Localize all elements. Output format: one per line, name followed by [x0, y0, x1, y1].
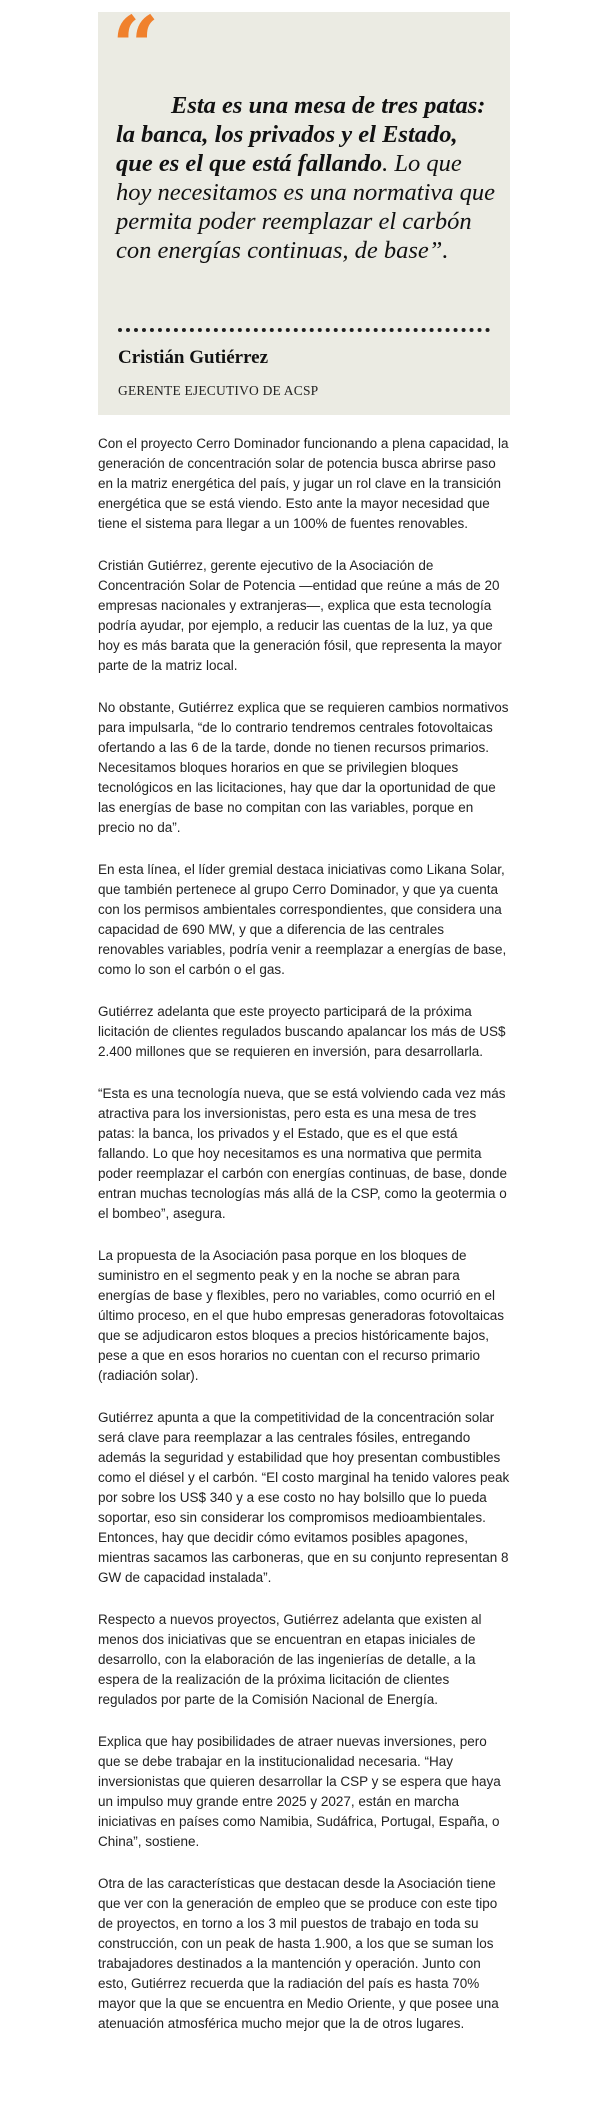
quote-mark-icon: “ [112, 0, 160, 95]
article-paragraph: Con el proyecto Cerro Dominador funcionando a plena capacidad, la generación de concentración solar de potencia busca abrirse paso en la matriz energética del país, y jugar un rol clave en la transición energética que se está viendo. Esto ante la mayor necesidad que tiene el sistema para llegar a un 100% de fuentes renovables. [98, 436, 509, 531]
article-paragraph: Explica que hay posibilidades de atraer nuevas inversiones, pero que se debe trabajar en la institucionalidad necesaria. “Hay inversionistas que quieren desarrollar la CSP y se espera que haya un impulso muy grande entre 2025 y 2027, están en marcha iniciativas en países como Namibia, Sudáfrica, Portugal, España, o China”, sostiene. [98, 1734, 501, 1849]
article-body [98, 434, 510, 2056]
quote-text-bold: Esta es una mesa de tres patas: la banca, los privados y el Estado, que es el que está fallando [116, 92, 486, 177]
quote-text-regular: . Lo que hoy necesitamos es una normativa que permita poder reemplazar el carbón con energías continuas, de base”. [116, 150, 495, 264]
article-paragraph: Otra de las características que destacan desde la Asociación tiene que ver con la generación de empleo que se produce con este tipo de proyectos, en torno a los 3 mil puestos de trabajo en toda su construcción, con un peak de hasta 1.900, a los que se suman los trabajadores destinados a la mantención y operación. Junto con esto, Gutiérrez recuerda que la radiación del país es hasta 70% mayor que la que se encuentra en Medio Oriente, y que posee una atenuación atmosférica mucho mejor que la de otros lugares. [98, 1876, 499, 2031]
article-paragraph: La propuesta de la Asociación pasa porque en los bloques de suministro en el segmento peak y en la noche se abran para energías de base y flexibles, pero no variables, como ocurrió en el último proceso, en el que hubo empresas generadoras fotovoltaicas que se adjudicaron estos bloques a precios históricamente bajos, pese a que en esos horarios no cuentan con el recurso primario (radiación solar). [98, 1248, 504, 1383]
article-paragraph: No obstante, Gutiérrez explica que se requieren cambios normativos para impulsarla, “de lo contrario tendremos centrales fotovoltaicas ofertando a las 6 de la tarde, donde no tienen recursos primarios. Necesitamos bloques horarios en que se privilegien bloques tecnológicos en las licitaciones, hay que dar la oportunidad de que las energías de base no compitan con las variables, porque en precio no da”. [98, 700, 509, 835]
quote-author-role: GERENTE EJECUTIVO DE ACSP [118, 383, 319, 398]
quote-divider [118, 328, 490, 332]
article-paragraph: Gutiérrez adelanta que este proyecto participará de la próxima licitación de clientes regulados buscando apalancar los más de US$ 2.400 millones que se requieren en inversión, para desarrollarla. [98, 1004, 506, 1059]
quote-text [116, 91, 498, 265]
article-paragraph: Respecto a nuevos proyectos, Gutiérrez adelanta que existen al menos dos iniciativas que se encuentran en etapas iniciales de desarrollo, con la elaboración de las ingenierías de detalle, a la espera de la realización de la próxima licitación de clientes regulados por parte de la Comisión Nacional de Energía. [98, 1612, 482, 1707]
pull-quote [98, 0, 510, 415]
article-paragraph: “Esta es una tecnología nueva, que se está volviendo cada vez más atractiva para los inversionistas, pero esta es una mesa de tres patas: la banca, los privados y el Estado, que es el que está fallando. Lo que hoy necesitamos es una normativa que permita poder reemplazar el carbón con energías continuas, de base, donde entran muchas tecnologías más allá de la CSP, como la geotermia o el bombeo”, asegura. [98, 1086, 508, 1221]
article-paragraph: En esta línea, el líder gremial destaca iniciativas como Likana Solar, que también pertenece al grupo Cerro Dominador, y que ya cuenta con los permisos ambientales correspondientes, que considera una capacidad de 690 MW, y que a diferencia de las centrales renovables variables, podría venir a reemplazar a energías de base, como lo son el carbón o el gas. [98, 862, 507, 977]
article-paragraph: Cristián Gutiérrez, gerente ejecutivo de la Asociación de Concentración Solar de Potencia —entidad que reúne a más de 20 empresas nacionales y extranjeras—, explica que esta tecnología podría ayudar, por ejemplo, a reducir las cuentas de la luz, ya que hoy es más barata que la generación fósil, que representa la mayor parte de la matriz local. [98, 558, 502, 673]
quote-author: Cristián Gutiérrez [118, 347, 269, 368]
article-paragraph: Gutiérrez apunta a que la competitividad de la concentración solar será clave para reemplazar a las centrales fósiles, entregando además la seguridad y estabilidad que hoy presentan combustibles como el diésel y el carbón. “El costo marginal ha tenido valores peak por sobre los US$ 340 y a ese costo no hay bolsillo que lo pueda soportar, eso sin considerar los compromisos medioambientales. Entonces, hay que decidir cómo evitamos posibles apagones, mientras sacamos las carboneras, que en su conjunto representan 8 GW de capacidad instalada”. [98, 1410, 510, 1585]
